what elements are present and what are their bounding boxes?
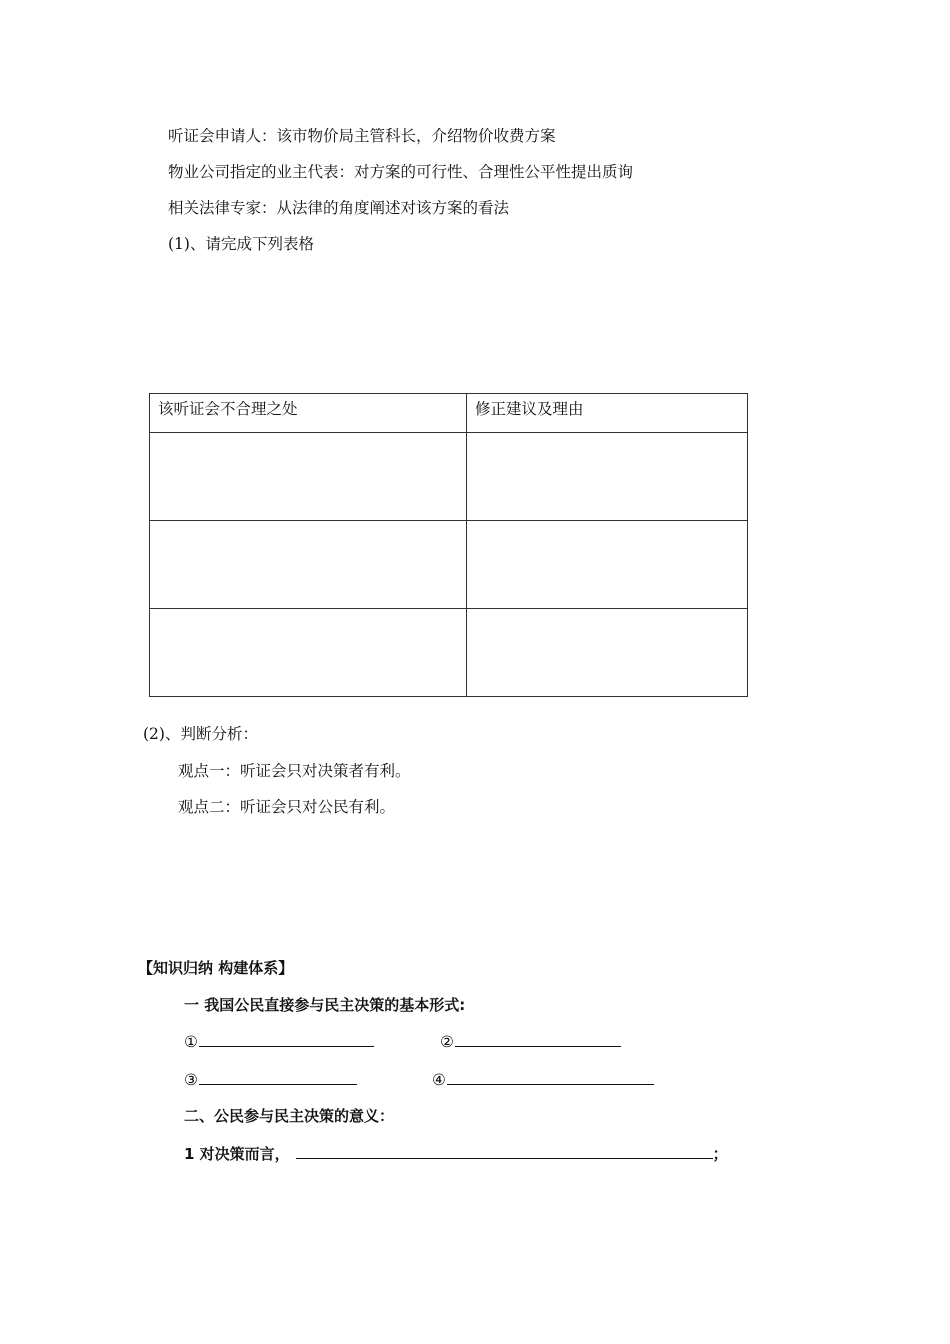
table-cell-answer[interactable] bbox=[150, 433, 467, 521]
section-one-title: 一 我国公民直接参与民主决策的基本形式: bbox=[184, 996, 466, 1014]
intro-line-legal-expert: 相关法律专家：从法律的角度阐述对该方案的看法 bbox=[168, 199, 510, 217]
table-row bbox=[150, 609, 748, 697]
section-two-title: 二、公民参与民主决策的意义： bbox=[184, 1107, 395, 1125]
blank-2[interactable] bbox=[440, 1031, 621, 1052]
table-row bbox=[150, 521, 748, 609]
intro-line-applicant: 听证会申请人：该市物价局主管科长，介绍物价收费方案 bbox=[168, 127, 556, 145]
viewpoint-one: 观点一：听证会只对决策者有利。 bbox=[178, 762, 411, 780]
table-header-unreasonable: 该听证会不合理之处 bbox=[150, 394, 467, 433]
table-header-suggestion: 修正建议及理由 bbox=[467, 394, 748, 433]
significance-item-1 bbox=[184, 1143, 728, 1164]
fill-in-line[interactable] bbox=[447, 1069, 654, 1085]
item-1-end-punct: ； bbox=[712, 1145, 728, 1163]
blank-3[interactable] bbox=[184, 1069, 357, 1090]
fill-in-line[interactable] bbox=[296, 1143, 713, 1159]
table-header-row bbox=[150, 394, 748, 433]
fill-in-line[interactable] bbox=[455, 1031, 621, 1047]
circled-number-2: ② bbox=[440, 1033, 454, 1051]
summary-heading: 【知识归纳 构建体系】 bbox=[138, 959, 294, 977]
intro-line-owner-rep: 物业公司指定的业主代表：对方案的可行性、合理性公平性提出质询 bbox=[168, 163, 634, 181]
blank-4[interactable] bbox=[432, 1069, 654, 1090]
table-cell-answer[interactable] bbox=[150, 609, 467, 697]
table-row bbox=[150, 433, 748, 521]
circled-number-4: ④ bbox=[432, 1071, 446, 1089]
fill-in-line[interactable] bbox=[199, 1031, 374, 1047]
table-cell-answer[interactable] bbox=[150, 521, 467, 609]
table-cell-answer[interactable] bbox=[467, 433, 748, 521]
circled-number-1: ① bbox=[184, 1033, 198, 1051]
task-2-title: (2)、判断分析： bbox=[143, 725, 258, 743]
table-cell-answer[interactable] bbox=[467, 521, 748, 609]
task-1-instruction: (1)、请完成下列表格 bbox=[168, 235, 314, 253]
blank-1[interactable] bbox=[184, 1031, 374, 1052]
table-cell-answer[interactable] bbox=[467, 609, 748, 697]
circled-number-3: ③ bbox=[184, 1071, 198, 1089]
item-1-label: 1 对决策而言， bbox=[184, 1145, 290, 1163]
viewpoint-two: 观点二：听证会只对公民有利。 bbox=[178, 798, 396, 816]
fill-in-line[interactable] bbox=[199, 1069, 357, 1085]
answer-table bbox=[149, 393, 748, 697]
